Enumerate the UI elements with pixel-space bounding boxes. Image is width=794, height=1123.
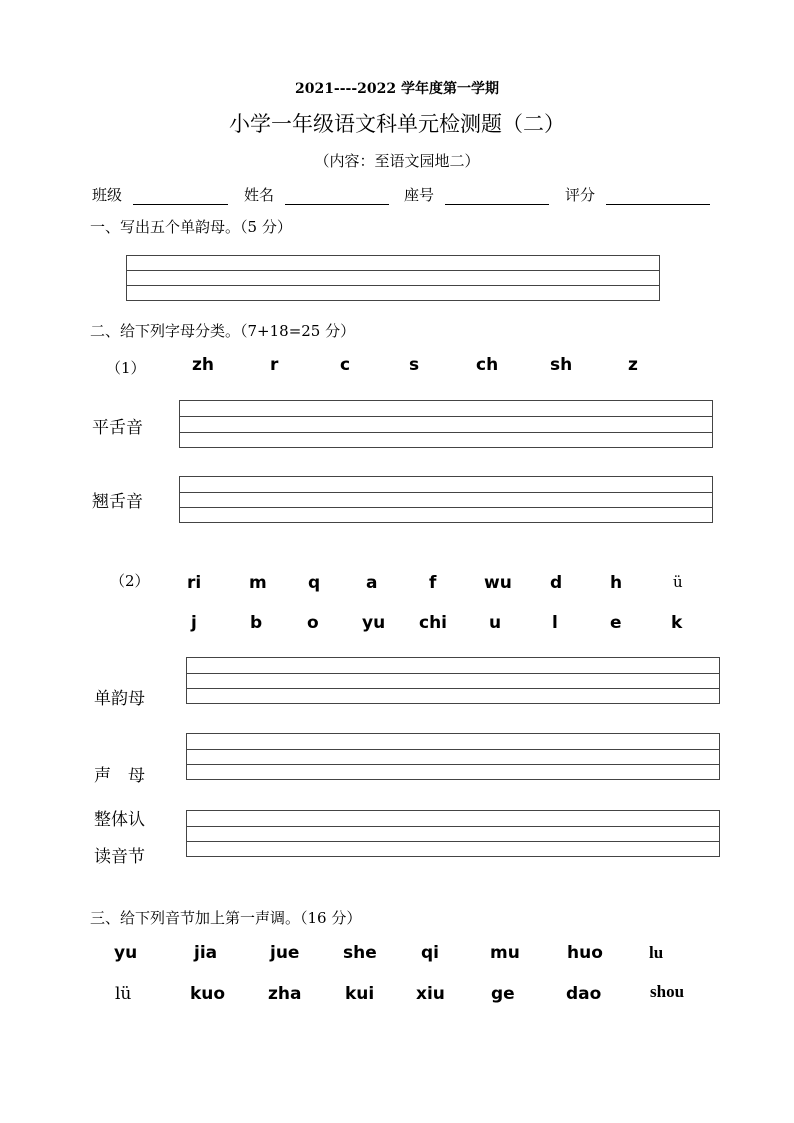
letter: ü xyxy=(673,573,683,591)
school-year: 2021----2022 学年度第一学期 xyxy=(294,81,500,97)
page-title: 小学一年级语文科单元检测题（二） xyxy=(229,112,565,136)
letter: ri xyxy=(187,573,202,593)
syllable: shou xyxy=(650,982,685,1001)
score-field xyxy=(565,184,710,205)
letter: a xyxy=(366,573,378,593)
score-blank[interactable] xyxy=(606,188,710,205)
class-field xyxy=(92,184,228,205)
initial-writing-lines[interactable] xyxy=(186,733,720,780)
letter: u xyxy=(489,613,502,633)
letter: b xyxy=(250,613,263,633)
letter: chi xyxy=(419,613,448,633)
letter: yu xyxy=(362,613,386,633)
letter: s xyxy=(409,355,420,375)
page-subtitle: （内容：至语文园地二） xyxy=(314,152,480,170)
letter: zh xyxy=(192,355,214,375)
flat-tongue-label: 平舌音 xyxy=(92,418,143,438)
class-label: 班级 xyxy=(92,186,123,204)
single-vowel-label: 单韵母 xyxy=(94,689,145,709)
syllable: dao xyxy=(566,984,602,1004)
letter: wu xyxy=(484,573,512,593)
letter: ch xyxy=(476,355,499,375)
section-2-title: 二、给下列字母分类。（7+18=25 分） xyxy=(90,322,356,340)
letter: m xyxy=(249,573,267,593)
class-blank[interactable] xyxy=(133,188,228,205)
name-blank[interactable] xyxy=(285,188,389,205)
letter: e xyxy=(610,613,622,633)
letter: f xyxy=(429,573,437,593)
letter: d xyxy=(550,573,563,593)
syllable: she xyxy=(343,943,377,963)
seat-blank[interactable] xyxy=(445,188,549,205)
part-1-number: （1） xyxy=(106,359,146,377)
curled-tongue-writing-lines[interactable] xyxy=(179,476,713,523)
letter: j xyxy=(191,613,197,633)
syllable: jue xyxy=(270,943,300,963)
syllable: lü xyxy=(115,984,132,1004)
whole-syllable-writing-lines[interactable] xyxy=(186,810,720,857)
syllable: ge xyxy=(491,984,515,1004)
section-1-writing-lines[interactable] xyxy=(126,255,660,301)
syllable: yu xyxy=(114,943,138,963)
seat-field xyxy=(404,184,549,205)
letter: k xyxy=(671,613,683,633)
syllable: kui xyxy=(345,984,375,1004)
whole-syllable-label-line-2: 读音节 xyxy=(94,847,145,867)
name-label: 姓名 xyxy=(244,186,275,204)
letter: z xyxy=(628,355,638,375)
letter: h xyxy=(610,573,623,593)
syllable: mu xyxy=(490,943,520,963)
letter: l xyxy=(552,613,558,633)
letter: sh xyxy=(550,355,573,375)
name-field xyxy=(244,184,389,205)
syllable: huo xyxy=(567,943,603,963)
initial-label: 声 母 xyxy=(94,766,145,786)
syllable: qi xyxy=(421,943,439,963)
syllable: jia xyxy=(194,943,218,963)
seat-label: 座号 xyxy=(404,186,435,204)
syllable: zha xyxy=(268,984,302,1004)
single-vowel-writing-lines[interactable] xyxy=(186,657,720,704)
whole-syllable-label-line-1: 整体认 xyxy=(94,810,145,830)
letter: r xyxy=(270,355,279,375)
flat-tongue-writing-lines[interactable] xyxy=(179,400,713,448)
syllable: lu xyxy=(649,943,664,962)
score-label: 评分 xyxy=(565,186,596,204)
letter: c xyxy=(340,355,351,375)
curled-tongue-label: 翘舌音 xyxy=(92,492,143,512)
letter: q xyxy=(308,573,321,593)
syllable: kuo xyxy=(190,984,226,1004)
section-3-title: 三、给下列音节加上第一声调。（16 分） xyxy=(90,909,362,927)
syllable: xiu xyxy=(416,984,445,1004)
section-1-title: 一、写出五个单韵母。（5 分） xyxy=(90,218,292,236)
letter: o xyxy=(307,613,319,633)
part-2-number: （2） xyxy=(110,572,150,590)
